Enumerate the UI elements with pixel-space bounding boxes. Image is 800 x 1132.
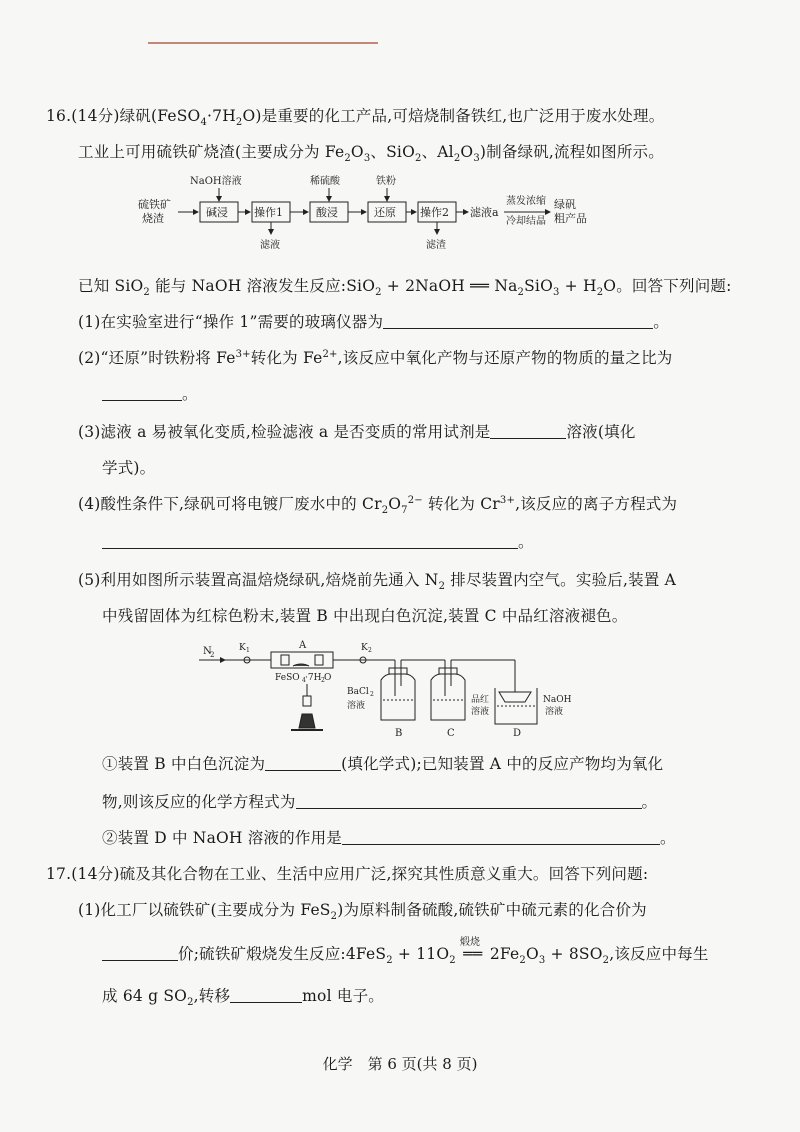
header-rule [148,42,378,44]
q16-part3: (3)滤液 a 易被氧化变质,检验滤液 a 是否变质的常用试剂是 溶液(填化 [78,423,636,441]
svg-text:4: 4 [302,677,306,684]
app-bacl2-1: BaCl [347,687,369,697]
q16-intro-line2: 工业上可用硫铁矿烧渣(主要成分为 $Fe_2O_3$、SiO$_2$、$Al_2O_3$)制备绿矾,流程如图所示。 [78,143,664,165]
app-n2: N [203,646,212,657]
q16-sub2: ②装置 D 中 NaOH 溶液的作用是 。 [102,829,676,847]
answer-blank-5[interactable] [265,755,341,772]
q16-part1: (1)在实验室进行“操作 1”需要的玻璃仪器为 。 [78,313,669,331]
app-b: B [395,728,403,739]
flow-start-1: 硫铁矿 [138,198,171,211]
flow-start-2: 烧渣 [142,212,164,225]
answer-blank-9[interactable] [230,987,302,1004]
app-a: A [299,640,307,651]
svg-text:1: 1 [246,647,250,654]
q17-part1: (1)化工厂以硫铁矿(主要成分为 FeS$_2$)为原料制备硫酸,硫铁矿中硫元素的化合价为 [78,901,647,923]
svg-text:O: O [324,673,332,683]
answer-blank-2[interactable] [102,385,182,402]
apparatus-diagram [195,636,595,740]
flow-product-2: 粗产品 [554,212,587,225]
flow-filtrate: 滤液a [470,206,499,219]
app-pinhong-2: 溶液 [471,707,490,717]
page-footer: 化学 第 6 页(共 8 页) [322,1055,478,1073]
q16-part5-cont: 中残留固体为红棕色粉末,装置 B 中出现白色沉淀,装置 C 中品红溶液褪色。 [102,607,628,625]
app-k2: K [361,643,368,653]
app-naoh-1: NaOH [543,695,572,705]
q16-sub1-cont: 物,则该反应的化学方程式为 。 [102,793,658,811]
q16-intro: 16.(14分)绿矾$(FeSO_4\cdot 7H_2O)$是重要的化工产品,可焙烧制备铁红,也广泛用于废水处理。 [46,107,665,129]
q16-sub1: ①装置 B 中白色沉淀为 (填化学式);已知装置 A 中的反应产物均为氧化 [102,755,664,773]
flow-diagram [130,170,650,255]
app-bottle-c [431,674,465,720]
flow-box-4-label: 还原 [374,206,396,219]
app-naoh-2: 溶液 [545,707,564,717]
app-c: C [447,728,455,739]
flow-box-3-label: 酸浸 [316,206,338,219]
svg-text:2: 2 [370,691,374,698]
flow-bottom-2: 滤液 [260,240,280,251]
flow-top-3: 稀硫酸 [310,176,340,187]
flow-top-4: 铁粉 [376,176,396,187]
flow-top-1: NaOH溶液 [190,176,242,187]
svg-text:·7H: ·7H [305,673,322,683]
answer-blank-6[interactable] [296,793,642,810]
svg-text:2: 2 [210,651,215,659]
flow-box-2-label: 操作1 [254,206,283,219]
answer-blank-7[interactable] [342,829,660,846]
flow-box-5-label: 操作2 [420,206,449,219]
q16-part2-blank-line: 。 [102,382,198,404]
q17-part1-cont: 价;硫铁矿煅烧发生反应:4FeS$_2$ + $11O_2$ 煅烧 ══ $2Fe_2O_3 + 8SO_2$,该反应中每生 [102,942,709,966]
svg-text:2: 2 [368,647,372,654]
answer-blank-8[interactable] [102,945,178,962]
app-d: D [513,728,522,739]
app-k1: K [239,643,246,653]
flow-box-1-label: 碱浸 [206,206,228,219]
q16-part4: (4)酸性条件下,绿矾可将电镀厂废水中的 $Cr_2O_7^{2-}$ 转化为 $Cr^{3+}$,该反应的离子方程式为 [78,494,678,517]
app-bacl2-2: 溶液 [347,701,366,711]
flow-bottom-5: 滤渣 [426,240,446,251]
app-feso4: FeSO [275,673,300,683]
answer-blank-1[interactable] [383,313,653,330]
q17-intro: 17.(14分)硫及其化合物在工业、生活中应用广泛,探究其性质意义重大。回答下列问题: [46,865,649,883]
flow-arrow-bottom: 冷却结晶 [506,216,546,227]
app-pinhong-1: 品红 [471,695,490,705]
q16-part4-blank-line: 。 [102,530,534,552]
app-bottle-b [381,674,415,720]
q16-part5: (5)利用如图所示装置高温焙烧绿矾,焙烧前先通入 $N_2$ 排尽装置内空气。实验后,装置 A [78,571,677,593]
answer-blank-3[interactable] [490,423,566,440]
q16-known: 已知 SiO$_2$ 能与 NaOH 溶液发生反应:SiO$_2$ + 2NaOH ══ $Na_2SiO_3 + H_2O$。回答下列问题: [78,277,732,299]
answer-blank-4[interactable] [102,533,518,550]
flow-product-1: 绿矾 [554,198,576,211]
q17-part1-cont2: 成 64 g $SO_2$,转移 mol 电子。 [102,987,384,1009]
q16-part2: (2)“还原”时铁粉将 $Fe^{3+}$转化为 $Fe^{2+}$,该反应中氧化产物与还原产物的物质的量之比为 [78,348,673,367]
q16-part3-cont: 学式)。 [102,459,156,477]
svg-text:2: 2 [321,677,325,684]
flow-arrow-top: 蒸发浓缩 [506,196,546,207]
